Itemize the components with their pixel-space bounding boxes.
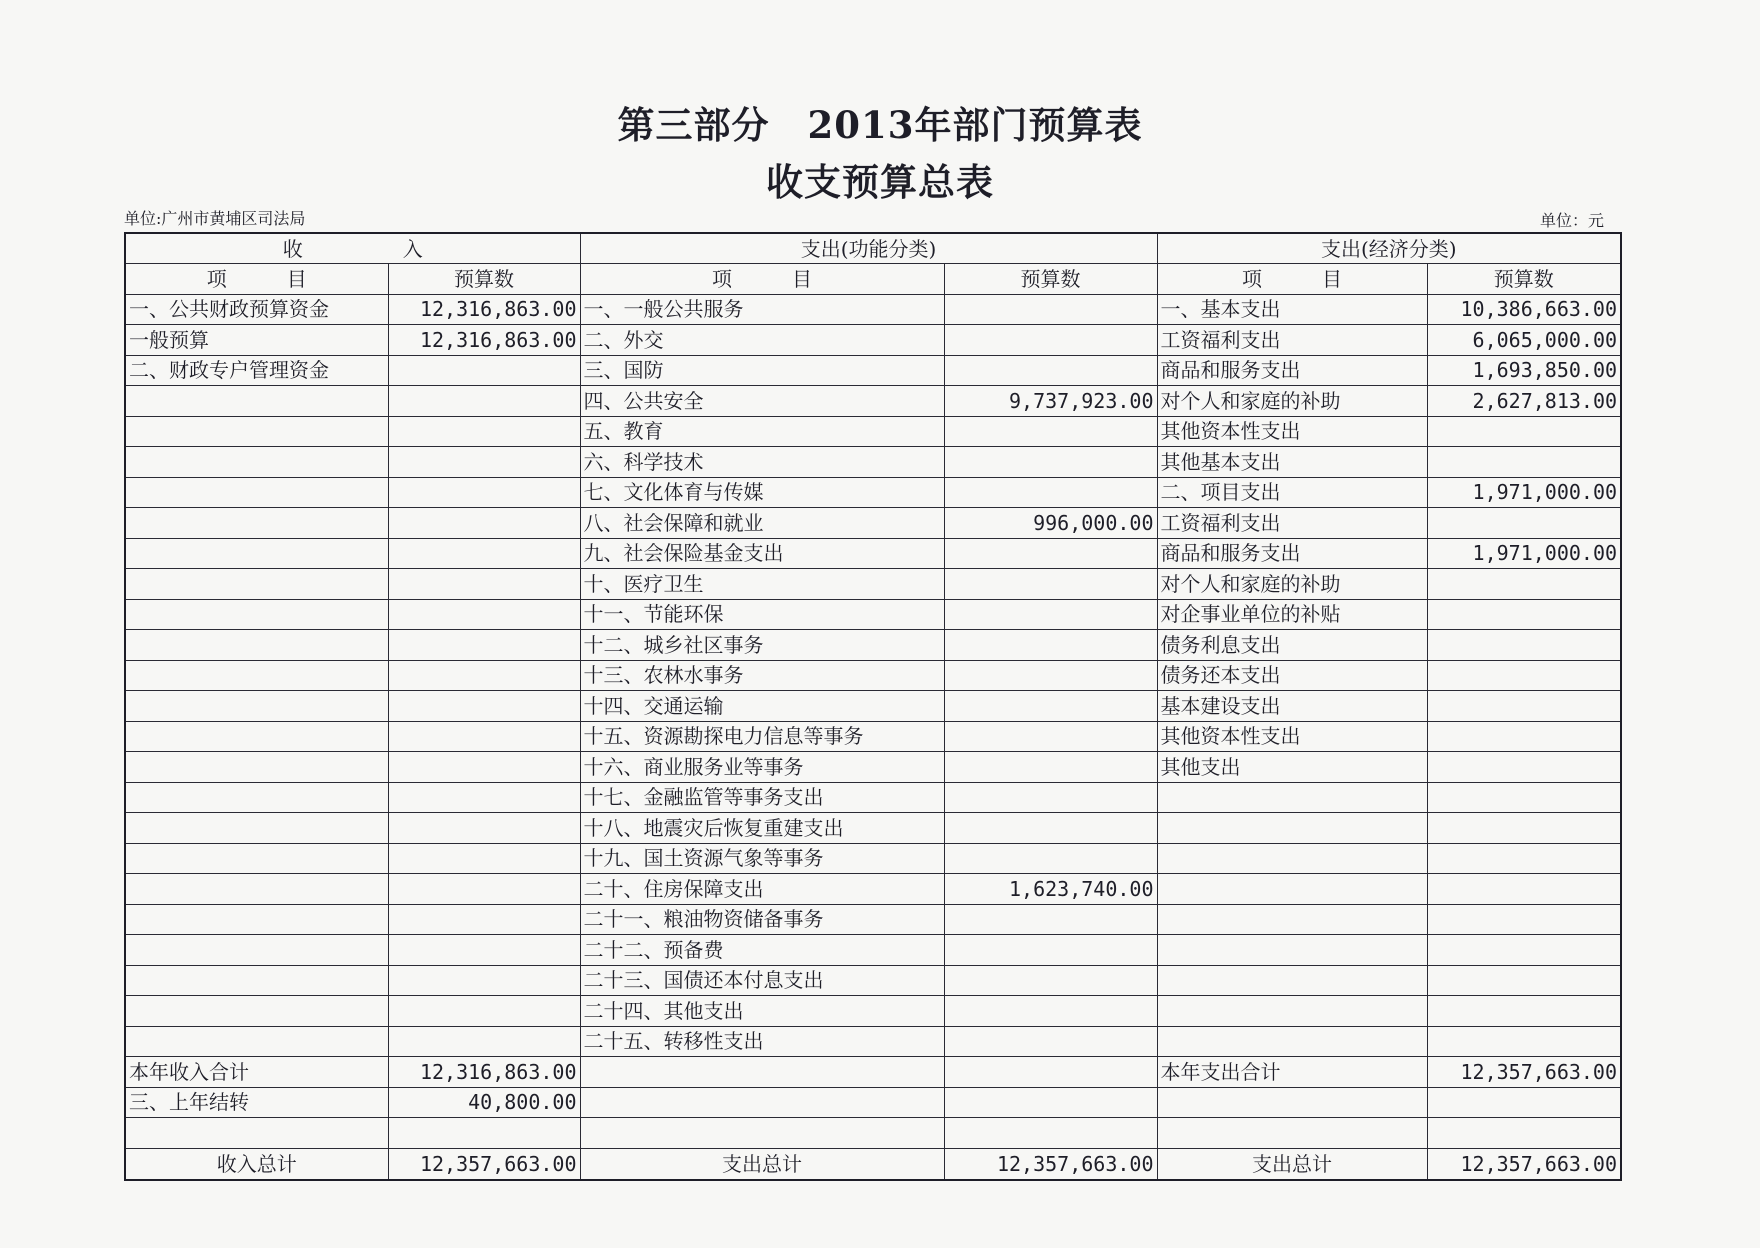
- economic-value-cell: 2,627,813.00: [1427, 386, 1621, 417]
- function-total-value: 12,357,663.00: [944, 1148, 1157, 1180]
- function-budget-header: 预算数: [944, 264, 1157, 295]
- economic-value-cell: 1,971,000.00: [1427, 477, 1621, 508]
- function-value-cell: [944, 294, 1157, 325]
- function-total-label: 支出总计: [580, 1148, 944, 1180]
- income-value-cell: [388, 508, 580, 539]
- income-value-cell: [388, 599, 580, 630]
- function-item-cell: 十四、交通运输: [580, 691, 944, 722]
- table-row: [125, 325, 1621, 356]
- function-value-cell: [944, 1087, 1157, 1118]
- income-item-cell: [125, 935, 388, 966]
- table-row: [125, 538, 1621, 569]
- function-value-cell: 996,000.00: [944, 508, 1157, 539]
- economic-total-label: 支出总计: [1157, 1148, 1427, 1180]
- economic-value-cell: 1,693,850.00: [1427, 355, 1621, 386]
- economic-item-cell: [1157, 1026, 1427, 1057]
- function-item-cell: 二十一、粮油物资储备事务: [580, 904, 944, 935]
- income-header: 收 入: [125, 233, 580, 264]
- function-item-cell: 九、社会保险基金支出: [580, 538, 944, 569]
- function-value-cell: [944, 691, 1157, 722]
- table-row: [125, 752, 1621, 783]
- income-value-cell: [388, 782, 580, 813]
- table-row: [125, 935, 1621, 966]
- function-value-cell: [944, 996, 1157, 1027]
- function-item-cell: 一、一般公共服务: [580, 294, 944, 325]
- function-item-cell: [580, 1057, 944, 1088]
- income-item-cell: 三、上年结转: [125, 1087, 388, 1118]
- income-item-header: 项 目: [125, 264, 388, 295]
- economic-value-cell: [1427, 752, 1621, 783]
- function-value-cell: [944, 477, 1157, 508]
- function-value-cell: [944, 965, 1157, 996]
- function-value-cell: [944, 660, 1157, 691]
- economic-item-cell: 工资福利支出: [1157, 325, 1427, 356]
- function-value-cell: 9,737,923.00: [944, 386, 1157, 417]
- economic-item-cell: [1157, 1118, 1427, 1149]
- income-item-cell: 二、财政专户管理资金: [125, 355, 388, 386]
- economic-value-cell: 10,386,663.00: [1427, 294, 1621, 325]
- economic-item-cell: [1157, 1087, 1427, 1118]
- income-value-cell: [388, 477, 580, 508]
- function-item-cell: 十九、国土资源气象等事务: [580, 843, 944, 874]
- function-value-cell: [944, 843, 1157, 874]
- income-value-cell: 12,316,863.00: [388, 294, 580, 325]
- economic-value-cell: [1427, 569, 1621, 600]
- income-item-cell: [125, 599, 388, 630]
- economic-expense-header: 支出(经济分类): [1157, 233, 1621, 264]
- economic-value-cell: [1427, 843, 1621, 874]
- economic-item-cell: 其他资本性支出: [1157, 721, 1427, 752]
- economic-item-cell: [1157, 813, 1427, 844]
- economic-value-cell: [1427, 660, 1621, 691]
- economic-item-cell: [1157, 782, 1427, 813]
- economic-value-cell: [1427, 1026, 1621, 1057]
- economic-value-cell: [1427, 813, 1621, 844]
- income-value-cell: [388, 813, 580, 844]
- income-value-cell: [388, 721, 580, 752]
- table-row: [125, 569, 1621, 600]
- economic-item-cell: [1157, 843, 1427, 874]
- income-item-cell: [125, 752, 388, 783]
- income-value-cell: [388, 1026, 580, 1057]
- economic-item-cell: [1157, 965, 1427, 996]
- economic-total-value: 12,357,663.00: [1427, 1148, 1621, 1180]
- economic-item-cell: [1157, 874, 1427, 905]
- table-row: [125, 721, 1621, 752]
- economic-item-header: 项 目: [1157, 264, 1427, 295]
- function-value-cell: [944, 721, 1157, 752]
- income-value-cell: [388, 355, 580, 386]
- economic-item-cell: [1157, 996, 1427, 1027]
- economic-value-cell: 12,357,663.00: [1427, 1057, 1621, 1088]
- economic-item-cell: 本年支出合计: [1157, 1057, 1427, 1088]
- header-row-columns: [125, 264, 1621, 295]
- economic-value-cell: [1427, 935, 1621, 966]
- income-value-cell: [388, 1118, 580, 1149]
- function-value-cell: [944, 538, 1157, 569]
- economic-value-cell: [1427, 996, 1621, 1027]
- income-value-cell: [388, 904, 580, 935]
- page-title: 第三部分 2013年部门预算表: [617, 103, 1143, 147]
- income-item-cell: 本年收入合计: [125, 1057, 388, 1088]
- income-value-cell: 12,316,863.00: [388, 325, 580, 356]
- economic-value-cell: [1427, 904, 1621, 935]
- income-total-value: 12,357,663.00: [388, 1148, 580, 1180]
- economic-value-cell: [1427, 691, 1621, 722]
- table-row: [125, 1057, 1621, 1088]
- function-item-header: 项 目: [580, 264, 944, 295]
- table-row: [125, 965, 1621, 996]
- function-item-cell: 二十三、国债还本付息支出: [580, 965, 944, 996]
- economic-value-cell: [1427, 599, 1621, 630]
- income-value-cell: [388, 996, 580, 1027]
- income-value-cell: [388, 965, 580, 996]
- function-item-cell: [580, 1087, 944, 1118]
- income-value-cell: [388, 843, 580, 874]
- economic-value-cell: [1427, 447, 1621, 478]
- income-total-label: 收入总计: [125, 1148, 388, 1180]
- function-value-cell: [944, 752, 1157, 783]
- function-item-cell: 三、国防: [580, 355, 944, 386]
- economic-item-cell: 一、基本支出: [1157, 294, 1427, 325]
- income-value-cell: [388, 691, 580, 722]
- table-row: [125, 416, 1621, 447]
- table-row: [125, 1026, 1621, 1057]
- income-item-cell: 一般预算: [125, 325, 388, 356]
- function-item-cell: 二十二、预备费: [580, 935, 944, 966]
- economic-item-cell: 工资福利支出: [1157, 508, 1427, 539]
- function-item-cell: 十、医疗卫生: [580, 569, 944, 600]
- income-item-cell: [125, 843, 388, 874]
- function-value-cell: [944, 447, 1157, 478]
- header-row-groups: [125, 233, 1621, 264]
- function-item-cell: 二、外交: [580, 325, 944, 356]
- table-row: [125, 691, 1621, 722]
- income-value-cell: [388, 660, 580, 691]
- table-row: [125, 904, 1621, 935]
- income-value-cell: [388, 874, 580, 905]
- table-row: [125, 508, 1621, 539]
- economic-item-cell: 其他支出: [1157, 752, 1427, 783]
- income-item-cell: [125, 477, 388, 508]
- function-value-cell: [944, 782, 1157, 813]
- income-item-cell: [125, 965, 388, 996]
- income-item-cell: [125, 630, 388, 661]
- economic-value-cell: [1427, 416, 1621, 447]
- function-expense-header: 支出(功能分类): [580, 233, 1157, 264]
- function-item-cell: 十七、金融监管等事务支出: [580, 782, 944, 813]
- function-item-cell: 十一、节能环保: [580, 599, 944, 630]
- income-item-cell: [125, 416, 388, 447]
- economic-item-cell: [1157, 935, 1427, 966]
- income-item-cell: [125, 874, 388, 905]
- economic-value-cell: [1427, 630, 1621, 661]
- table-row: [125, 843, 1621, 874]
- income-item-cell: [125, 660, 388, 691]
- economic-value-cell: 6,065,000.00: [1427, 325, 1621, 356]
- function-item-cell: 十二、城乡社区事务: [580, 630, 944, 661]
- economic-item-cell: 债务还本支出: [1157, 660, 1427, 691]
- income-item-cell: [125, 1118, 388, 1149]
- function-item-cell: 七、文化体育与传媒: [580, 477, 944, 508]
- economic-item-cell: 商品和服务支出: [1157, 538, 1427, 569]
- economic-item-cell: [1157, 904, 1427, 935]
- function-value-cell: [944, 935, 1157, 966]
- income-value-cell: [388, 538, 580, 569]
- income-item-cell: [125, 569, 388, 600]
- unit-currency: 单位：元: [1540, 211, 1605, 230]
- function-item-cell: 二十、住房保障支出: [580, 874, 944, 905]
- table-row: [125, 630, 1621, 661]
- economic-value-cell: 1,971,000.00: [1427, 538, 1621, 569]
- income-value-cell: [388, 416, 580, 447]
- economic-item-cell: 商品和服务支出: [1157, 355, 1427, 386]
- table-row: [125, 447, 1621, 478]
- table-row: [125, 355, 1621, 386]
- economic-item-cell: 二、项目支出: [1157, 477, 1427, 508]
- income-value-cell: [388, 752, 580, 783]
- function-value-cell: [944, 813, 1157, 844]
- table-row: [125, 874, 1621, 905]
- table-row: [125, 294, 1621, 325]
- income-item-cell: [125, 538, 388, 569]
- table-row: [125, 599, 1621, 630]
- income-value-cell: [388, 630, 580, 661]
- income-value-cell: [388, 935, 580, 966]
- function-value-cell: [944, 904, 1157, 935]
- economic-item-cell: 其他资本性支出: [1157, 416, 1427, 447]
- income-item-cell: [125, 1026, 388, 1057]
- table-row: [125, 477, 1621, 508]
- economic-value-cell: [1427, 508, 1621, 539]
- economic-item-cell: 对个人和家庭的补助: [1157, 569, 1427, 600]
- function-value-cell: [944, 416, 1157, 447]
- economic-value-cell: [1427, 965, 1621, 996]
- function-item-cell: 二十四、其他支出: [580, 996, 944, 1027]
- economic-budget-header: 预算数: [1427, 264, 1621, 295]
- function-item-cell: 十五、资源勘探电力信息等事务: [580, 721, 944, 752]
- table-row: [125, 996, 1621, 1027]
- table-row: [125, 386, 1621, 417]
- income-value-cell: [388, 569, 580, 600]
- function-item-cell: 四、公共安全: [580, 386, 944, 417]
- function-item-cell: 五、教育: [580, 416, 944, 447]
- income-item-cell: [125, 782, 388, 813]
- function-value-cell: [944, 630, 1157, 661]
- function-value-cell: [944, 1057, 1157, 1088]
- function-value-cell: [944, 325, 1157, 356]
- economic-value-cell: [1427, 1087, 1621, 1118]
- economic-item-cell: 对企事业单位的补贴: [1157, 599, 1427, 630]
- income-value-cell: [388, 386, 580, 417]
- unit-organization: 单位:广州市黄埔区司法局: [124, 209, 306, 228]
- function-item-cell: 十三、农林水事务: [580, 660, 944, 691]
- function-item-cell: 六、科学技术: [580, 447, 944, 478]
- income-item-cell: [125, 813, 388, 844]
- budget-table: [124, 232, 1622, 1181]
- function-value-cell: [944, 1026, 1157, 1057]
- income-item-cell: 一、公共财政预算资金: [125, 294, 388, 325]
- income-value-cell: [388, 447, 580, 478]
- income-item-cell: [125, 691, 388, 722]
- function-value-cell: [944, 355, 1157, 386]
- economic-value-cell: [1427, 721, 1621, 752]
- economic-value-cell: [1427, 1118, 1621, 1149]
- economic-value-cell: [1427, 874, 1621, 905]
- function-item-cell: 八、社会保障和就业: [580, 508, 944, 539]
- economic-item-cell: 对个人和家庭的补助: [1157, 386, 1427, 417]
- economic-value-cell: [1427, 782, 1621, 813]
- table-row: [125, 813, 1621, 844]
- function-value-cell: [944, 1118, 1157, 1149]
- income-item-cell: [125, 721, 388, 752]
- page-subtitle: 收支预算总表: [766, 160, 994, 204]
- function-item-cell: 十八、地震灾后恢复重建支出: [580, 813, 944, 844]
- income-item-cell: [125, 508, 388, 539]
- income-item-cell: [125, 447, 388, 478]
- economic-item-cell: 其他基本支出: [1157, 447, 1427, 478]
- function-item-cell: [580, 1118, 944, 1149]
- economic-item-cell: 基本建设支出: [1157, 691, 1427, 722]
- function-item-cell: 二十五、转移性支出: [580, 1026, 944, 1057]
- function-value-cell: [944, 569, 1157, 600]
- totals-row: [125, 1148, 1621, 1180]
- income-item-cell: [125, 386, 388, 417]
- function-item-cell: 十六、商业服务业等事务: [580, 752, 944, 783]
- table-row: [125, 1087, 1621, 1118]
- function-value-cell: 1,623,740.00: [944, 874, 1157, 905]
- income-value-cell: 40,800.00: [388, 1087, 580, 1118]
- income-item-cell: [125, 996, 388, 1027]
- table-row: [125, 1118, 1621, 1149]
- function-value-cell: [944, 599, 1157, 630]
- economic-item-cell: 债务利息支出: [1157, 630, 1427, 661]
- table-row: [125, 782, 1621, 813]
- income-budget-header: 预算数: [388, 264, 580, 295]
- income-value-cell: 12,316,863.00: [388, 1057, 580, 1088]
- table-row: [125, 660, 1621, 691]
- income-item-cell: [125, 904, 388, 935]
